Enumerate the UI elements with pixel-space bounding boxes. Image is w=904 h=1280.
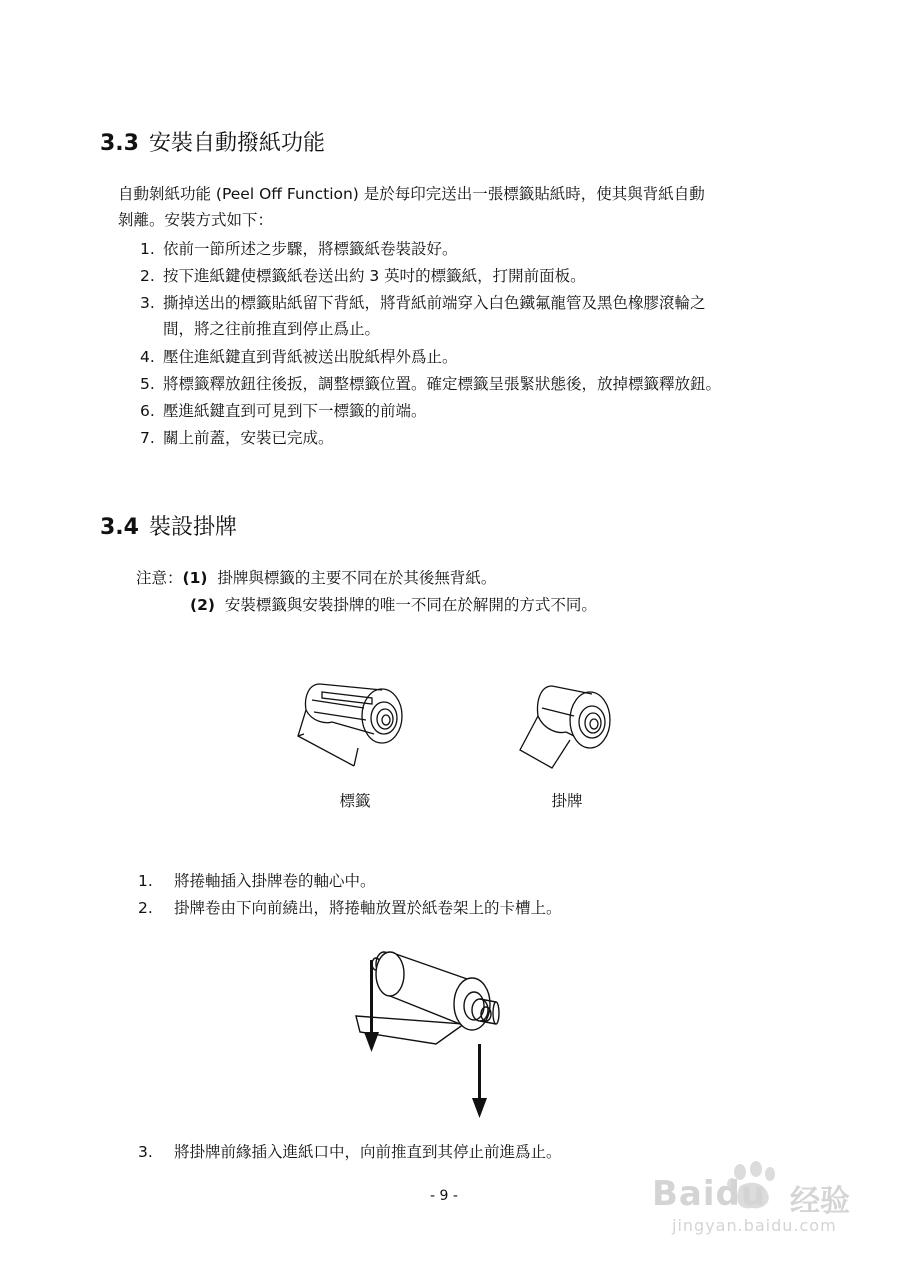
list-item-continuation: 間，將之往前推直到停止爲止。 xyxy=(163,320,381,338)
intro-line-1: 自動剝紙功能 (Peel Off Function) 是於每印完送出一張標籤貼紙時，使其與背紙自動 xyxy=(118,185,705,203)
label-roll-caption: 標籤 xyxy=(339,792,371,810)
watermark-cn: 经验 xyxy=(790,1184,850,1219)
list-item: 4. 壓住進紙鍵直到背紙被送出脫紙桿外爲止。 xyxy=(140,348,458,366)
page-number: - 9 - xyxy=(430,1188,458,1204)
list-item: 3. 將掛牌前緣插入進紙口中，向前推直到其停止前進爲止。 xyxy=(138,1143,562,1161)
section-title: 安裝自動撥紙功能 xyxy=(148,131,325,156)
label-roll-illustration xyxy=(292,676,412,776)
note-1: 注意：(1) 掛牌與標籤的主要不同在於其後無背紙。 xyxy=(136,569,497,587)
intro-line-2: 剝離。安裝方式如下： xyxy=(118,211,274,229)
section-number: 3.3 xyxy=(100,131,139,156)
spindle-installation-illustration xyxy=(346,940,516,1125)
list-item: 2. 按下進紙鍵使標籤紙卷送出約 3 英吋的標籤紙，打開前面板。 xyxy=(140,267,586,285)
tag-roll-caption: 掛牌 xyxy=(551,792,583,810)
list-item: 2. 掛牌卷由下向前繞出，將捲軸放置於紙卷架上的卡槽上。 xyxy=(138,899,562,917)
list-item: 6. 壓進紙鍵直到可見到下一標籤的前端。 xyxy=(140,402,427,420)
note-2: (2) 安裝標籤與安裝掛牌的唯一不同在於解開的方式不同。 xyxy=(190,596,597,614)
note-label: 注意： xyxy=(136,569,183,587)
list-item: 5. 將標籤釋放鈕往後扳，調整標籤位置。確定標籤呈張緊狀態後，放掉標籤釋放鈕。 xyxy=(140,375,721,393)
list-item: 1. 依前一節所述之步驟，將標籤紙卷裝設好。 xyxy=(140,240,458,258)
section-title: 裝設掛牌 xyxy=(148,515,237,540)
watermark-url: jingyan.baidu.com xyxy=(672,1216,837,1235)
section-number: 3.4 xyxy=(100,515,139,540)
tag-roll-illustration xyxy=(514,680,624,776)
section-3-4-heading xyxy=(100,510,237,541)
list-item: 7. 關上前蓋，安裝已完成。 xyxy=(140,429,334,447)
section-3-3-heading xyxy=(100,126,325,157)
watermark xyxy=(640,1160,890,1240)
watermark-brand: Baidu xyxy=(652,1174,767,1214)
list-item: 1. 將捲軸插入掛牌卷的軸心中。 xyxy=(138,872,376,890)
list-item: 3. 撕掉送出的標籤貼紙留下背紙，將背紙前端穿入白色鐵氟龍管及黑色橡膠滾輪之 xyxy=(140,294,706,312)
